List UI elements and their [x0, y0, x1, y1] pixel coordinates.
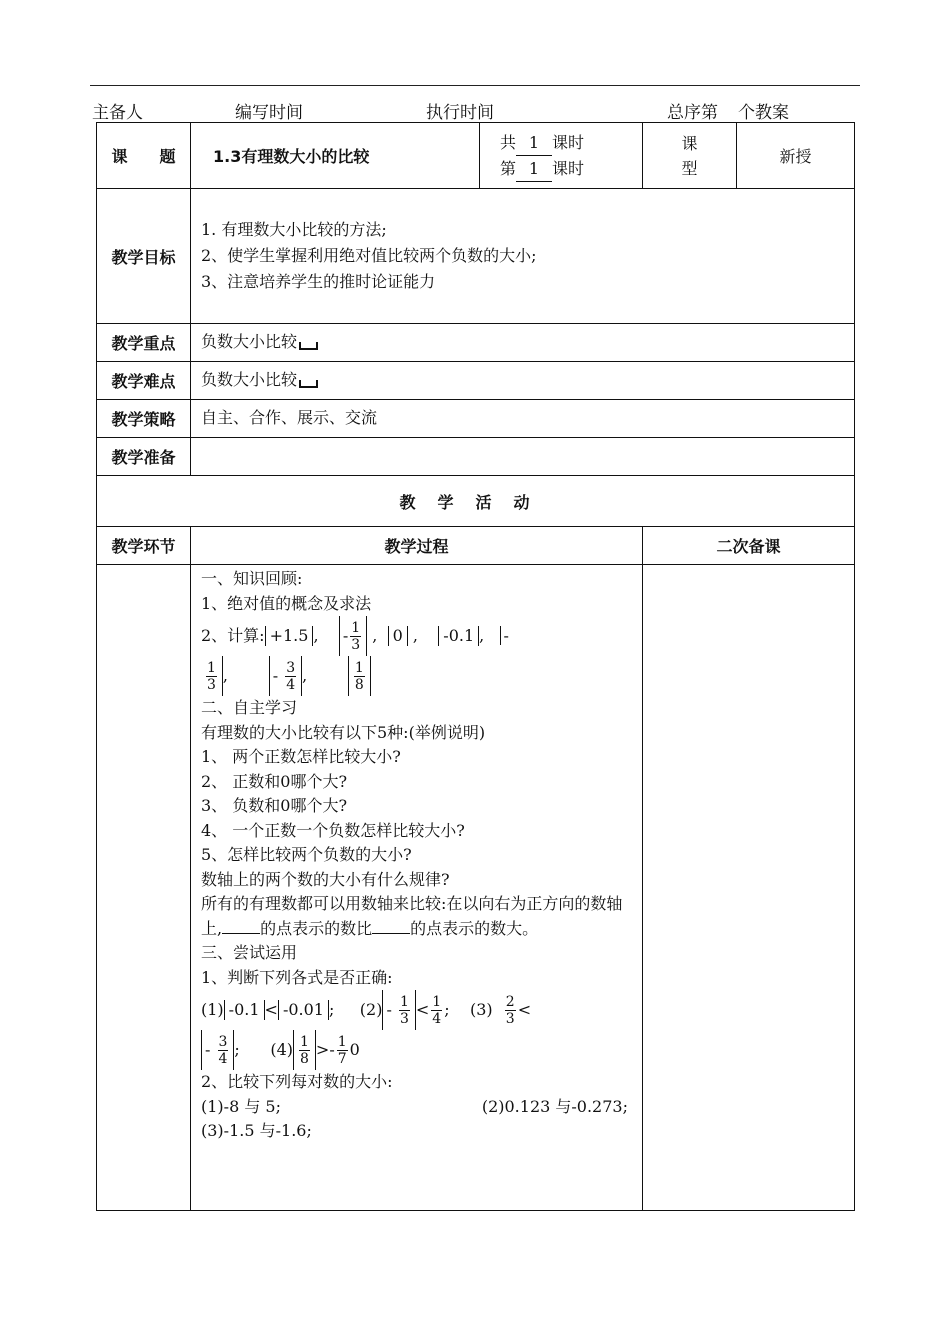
edit-mark-icon: [299, 380, 318, 388]
calc-prefix: 2、计算:: [201, 626, 265, 645]
fraction: [285, 660, 296, 693]
question-3: 3、 负数和0哪个大?: [201, 796, 348, 815]
stage-cell: [97, 565, 191, 1211]
numerator: 1: [432, 994, 442, 1010]
semicolon: ;: [234, 1040, 240, 1059]
strategy-label: 教学策略: [97, 400, 191, 438]
abs-open-bar: -: [500, 626, 509, 645]
denominator: 8: [354, 677, 364, 693]
goal-item: 2、使学生掌握利用绝对值比较两个负数的大小;: [201, 246, 537, 265]
calc-line-2: [201, 656, 634, 696]
denominator: 4: [432, 1011, 442, 1027]
minus: -: [386, 1000, 392, 1019]
activity-title-row: [97, 476, 855, 527]
goals-row: [97, 189, 855, 324]
numerator: 1: [399, 994, 409, 1010]
denominator: 3: [505, 1011, 515, 1027]
prep-label: 教学准备: [97, 438, 191, 476]
difficult-content: [191, 362, 855, 400]
abs-close-one-third: [201, 656, 223, 696]
judge-line-1: [201, 990, 634, 1030]
denominator: 3: [351, 637, 361, 653]
rule-part-1: 所有的有理数都可以用数轴来比较:在以向右为正方向的数轴上,: [201, 894, 623, 938]
difficult-row: [97, 362, 855, 400]
question-4: 4、 一个正数一个负数怎样比较大小?: [201, 820, 465, 840]
denominator: 3: [207, 677, 216, 693]
zero: 0: [349, 1040, 360, 1059]
fraction: [505, 994, 516, 1027]
calc-line-1: [201, 616, 634, 656]
fraction: [337, 1034, 348, 1067]
less-than: <: [415, 1000, 430, 1019]
write-time-label: 编写时间: [235, 103, 303, 123]
minus: -: [272, 666, 279, 685]
less-than: <: [264, 1000, 278, 1019]
comma: ,: [302, 666, 308, 685]
rule-part-3: 的点表示的数大。: [410, 918, 539, 938]
number-line-question: 数轴上的两个数的大小有什么规律?: [201, 869, 450, 889]
less-than: <: [517, 1000, 532, 1019]
comma: ,: [313, 626, 319, 645]
denominator: 3: [399, 1011, 409, 1027]
comma: ,: [412, 626, 418, 645]
process-column-header: 教学过程: [191, 527, 643, 565]
stage-column-header: 教学环节: [97, 527, 191, 565]
fraction: [399, 994, 410, 1027]
lesson-plan-table: [96, 122, 855, 1211]
exec-time-label: 执行时间: [426, 103, 494, 123]
compare-line-1: [201, 1095, 634, 1120]
fraction: [299, 1034, 310, 1067]
type-label-1: 课: [681, 133, 698, 153]
goal-item: 1. 有理数大小比较的方法;: [201, 220, 387, 239]
numerator: 3: [218, 1034, 228, 1050]
judge-3-label: (3): [469, 1000, 493, 1019]
greater-than: >: [315, 1040, 330, 1059]
rule-part-2: 的点表示的数比: [260, 918, 373, 938]
abs-one-eighth: [348, 656, 371, 696]
abs-neg-0-01: -0.01: [278, 1000, 329, 1020]
second-prep-cell: [643, 565, 855, 1211]
difficult-value: 负数大小比较: [201, 370, 298, 389]
semicolon: ;: [444, 1000, 450, 1019]
fraction: [431, 994, 442, 1027]
minus: -: [342, 626, 349, 645]
difficult-label: 教学难点: [97, 362, 191, 400]
topic-row: [97, 123, 855, 189]
prep-value: [191, 438, 855, 476]
prep-row: [97, 438, 855, 476]
nth-lesson-value: 1: [516, 156, 552, 182]
denominator: 8: [300, 1051, 309, 1067]
sequence-label: 总序第: [667, 103, 718, 123]
strategy-value: 自主、合作、展示、交流: [191, 400, 855, 438]
judge-1-label: (1): [201, 1000, 224, 1019]
section-practice: 三、尝试运用: [201, 943, 298, 962]
activity-header-row: [97, 527, 855, 565]
process-cell: [191, 565, 643, 1211]
lesson-title: 1.3有理数大小的比较: [191, 123, 480, 189]
total-prefix: 共: [500, 132, 517, 152]
numerator: 1: [300, 1034, 309, 1050]
judge-line-2: [201, 1030, 634, 1070]
blank-1: [222, 933, 260, 934]
numerator: 1: [351, 620, 361, 636]
goal-item: 3、注意培养学生的推时论证能力: [201, 272, 436, 291]
key-label: 教学重点: [97, 324, 191, 362]
activity-title: 教学活动: [97, 476, 855, 527]
abs-neg-0-1: -0.1: [224, 1000, 265, 1020]
numerator: 2: [505, 994, 515, 1010]
denominator: 7: [337, 1051, 347, 1067]
compare-1: (1)-8 与 5;: [201, 1096, 281, 1116]
abs-neg-0-1: -0.1: [438, 626, 479, 646]
type-value: 新授: [737, 123, 855, 189]
compare-2: (2)0.123 与-0.273;: [481, 1096, 628, 1116]
nth-prefix: 第: [500, 158, 517, 178]
question-5: 5、怎样比较两个负数的大小?: [201, 845, 412, 864]
abs-neg-one-third: [339, 616, 367, 656]
comma: ,: [479, 626, 485, 645]
review-item-1: 1、绝对值的概念及求法: [201, 593, 372, 613]
section-self-study: 二、自主学习: [201, 698, 298, 717]
nth-suffix: 课时: [552, 158, 585, 178]
key-row: [97, 324, 855, 362]
denominator: 4: [286, 677, 296, 693]
comma: ,: [372, 626, 378, 645]
preparer-label: 主备人: [92, 103, 143, 123]
goals-content: [191, 189, 855, 324]
abs-one-eighth: [293, 1030, 316, 1070]
comma: ,: [222, 666, 229, 685]
total-lessons-value: 1: [516, 130, 552, 156]
question-2: 2、 正数和0哪个大?: [201, 771, 348, 791]
judge-4-label: (4): [270, 1040, 293, 1059]
abs-neg-three-fourths: [269, 656, 302, 696]
key-value: 负数大小比较: [201, 332, 298, 351]
goals-label: 教学目标: [97, 189, 191, 324]
numerator: 3: [286, 660, 296, 676]
semicolon: ;: [328, 1000, 335, 1019]
blank-2: [372, 933, 410, 934]
minus: -: [205, 1040, 211, 1059]
judge-2-label: (2): [359, 1000, 383, 1019]
type-label-2: 型: [681, 158, 698, 178]
strategy-row: [97, 400, 855, 438]
question-1: 1、 两个正数怎样比较大小?: [201, 747, 401, 766]
key-content: [191, 324, 855, 362]
section-review: 一、知识回顾:: [201, 569, 303, 588]
number-line-rule: [201, 892, 634, 941]
abs-zero: 0: [388, 626, 408, 646]
fraction: [218, 1034, 229, 1067]
header-rule: [90, 85, 860, 86]
abs-neg-one-third: [382, 990, 415, 1030]
judge-title: 1、判断下列各式是否正确:: [201, 967, 393, 987]
second-prep-column-header: 二次备课: [643, 527, 855, 565]
edit-mark-icon: [299, 342, 318, 350]
topic-label: 课 题: [97, 123, 191, 189]
compare-title: 2、比较下列每对数的大小:: [201, 1072, 393, 1091]
numerator: 1: [337, 1034, 347, 1050]
numerator: 1: [207, 660, 216, 676]
type-label: [643, 123, 737, 189]
comparison-intro: 有理数的大小比较有以下5种:(举例说明): [201, 722, 486, 742]
compare-3: (3)-1.5 与-1.6;: [201, 1121, 312, 1140]
process-row: [97, 565, 855, 1211]
fraction: [354, 660, 365, 693]
numerator: 1: [354, 660, 364, 676]
plan-label: 个教案: [738, 103, 789, 123]
abs-neg-three-fourths: [201, 1030, 234, 1070]
abs-plus-1-5: +1.5: [265, 626, 314, 646]
total-suffix: 课时: [552, 132, 585, 152]
minus: -: [329, 1040, 335, 1059]
fraction: [350, 620, 361, 653]
denominator: 4: [218, 1051, 228, 1067]
lesson-count: [480, 123, 643, 189]
fraction: [206, 660, 217, 693]
